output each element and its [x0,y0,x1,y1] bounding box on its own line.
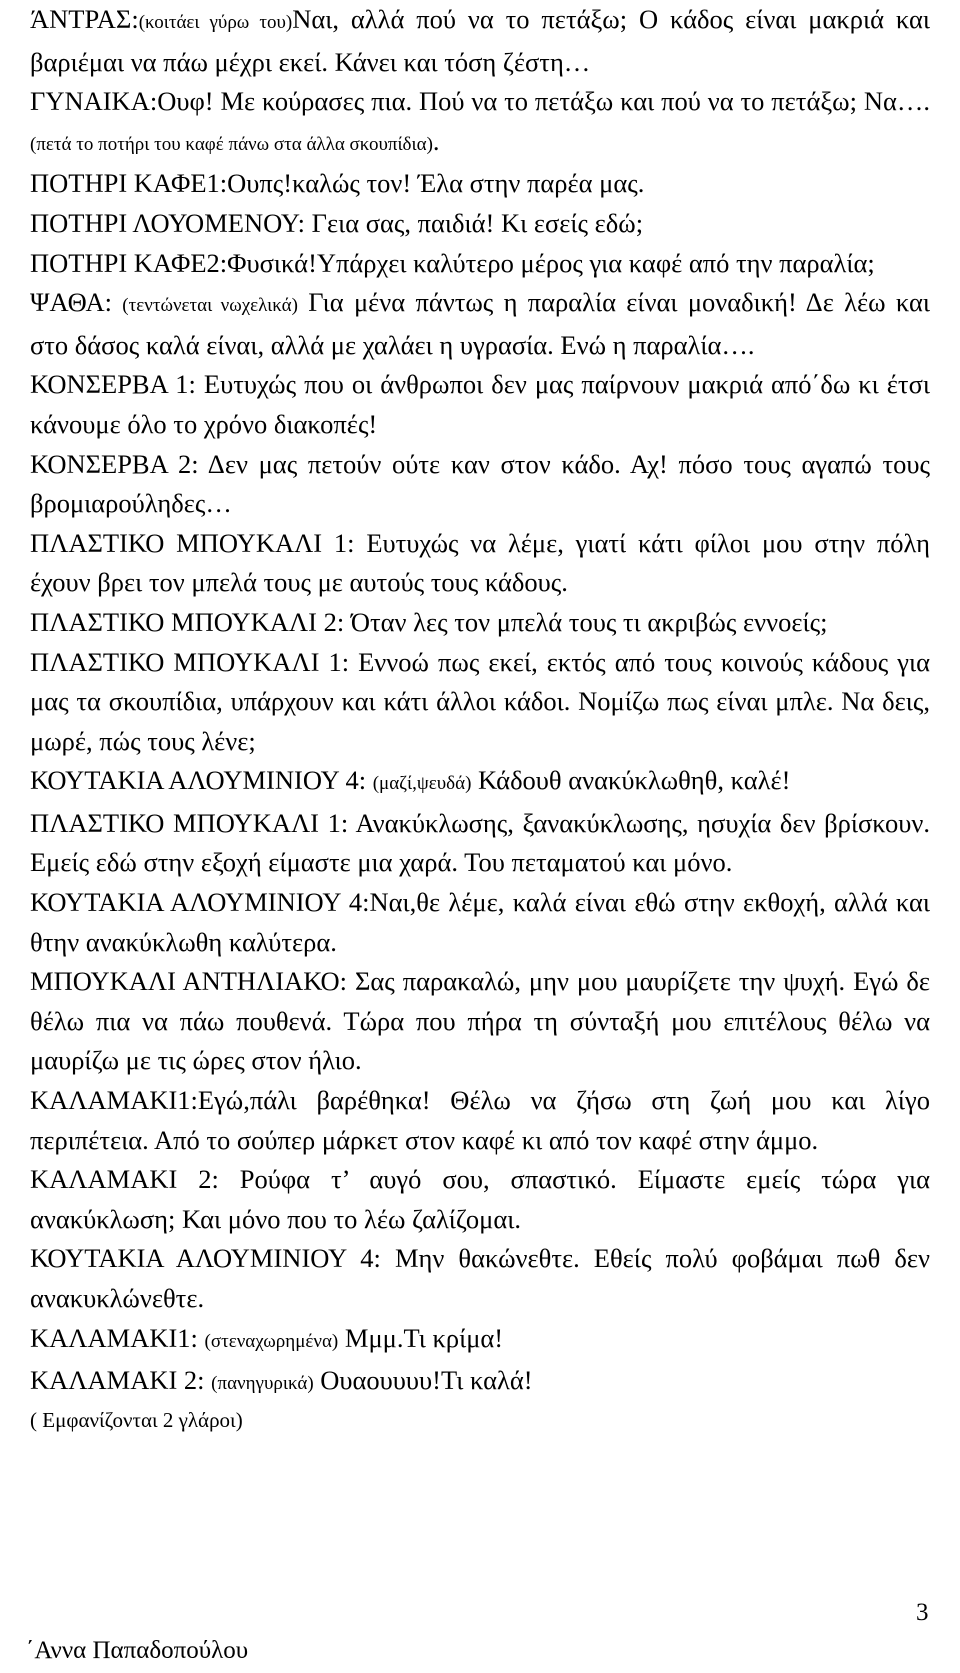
stage-note: (στεναχωρημένα) [204,1330,339,1352]
stage-note: (πετά το ποτήρι του καφέ πάνω στα άλλα σκουπίδια) [30,133,433,155]
dialogue-line [30,761,930,804]
dialogue-line [30,164,930,204]
author-footer: ΄Αννα Παπαδοπούλου [26,1637,249,1664]
speaker: ΚΟΥΤΑΚΙΑ ΑΛΟΥΜΙΝΙΟΥ 4: [30,1243,395,1274]
line-text: Για μένα πάντως η παραλία είναι μοναδική! Δε λέω και στο δάσος καλά είναι, αλλά με χαλάει η υγρασία. Ενώ η παραλία…. [30,287,930,360]
dialogue-line [30,524,930,603]
dialogue-line [30,1319,930,1362]
line-text: Ρούφα τ’ αυγό σου, σπαστικό. Είμαστε εμείς τώρα για ανακύκλωση; Και μόνο που το λέω ζαλίζομαι. [30,1164,930,1234]
dialogue-line [30,1239,930,1318]
dialogue-line [30,82,930,164]
line-text: Ουφ! Με κούρασες πια. Πού να το πετάξω και πού να το πετάξω; Να…. [157,86,930,117]
speaker: ΚΟΥΤΑΚΙΑ ΑΛΟΥΜΙΝΙΟΥ 4: [30,887,370,918]
dialogue-line [30,603,930,643]
line-text: Εννοώ πως εκεί, εκτός από τους κοινούς κάδους για μας τα σκουπίδια, υπάρχουν και κάτι άλλοι κάδοι. Νομίζω πως είναι μπλε. Να δεις, μωρέ, πώς τους λένε; [30,646,930,756]
line-text: Κάδουθ ανακύκλωθηθ, καλέ! [471,765,791,796]
dialogue-line [30,365,930,444]
speaker: ΚΑΛΑΜΑΚΙ1: [30,1322,205,1353]
line-text: Ανακύκλωσης, ξανακύκλωσης, ησυχία δεν βρίσκουν. Εμείς εδώ στην εξοχή είμαστε μια χαρά. Του πεταματού και μόνο. [30,807,931,878]
dialogue-line [30,244,930,284]
speaker: ΚΟΝΣΕΡΒΑ 2: [30,448,208,479]
stage-note: (πανηγυρικά) [211,1373,314,1395]
stage-note: (τεντώνεται νωχελικά) [122,295,298,317]
speaker: ΆΝΤΡΑΣ: [30,4,139,34]
line-text-end: . [432,125,440,156]
line-text: Σας παρακαλώ, μην μου μαυρίζετε την ψυχή. Εγώ δε θέλω πια να πάω πουθενά. Τώρα που πήρα τη σύνταξή μου επιτέλους θέλω να μαυρίζω με τις ώρες στον ήλιο. [30,966,930,1076]
dialogue-line [30,1081,930,1160]
speaker: ΠΟΤΗΡΙ ΛΟΥΟΜΕΝΟΥ: [30,207,312,238]
line-text: Φυσικά!Υπάρχει καλύτερο μέρος για καφέ από την παραλία; [227,247,875,278]
dialogue-line [30,204,930,244]
line-text: Ναι, αλλά πού να το πετάξω; Ο κάδος είναι μακριά και βαριέμαι να πάω μέχρι εκεί. Κάνει και τόση ζέστη… [30,4,931,77]
line-text: Μμμ.Τι κρίμα! [338,1322,504,1353]
line-text: Ουαουυυυ!Τι καλά! [313,1365,533,1396]
dialogue-line [30,962,930,1081]
speaker: ΚΑΛΑΜΑΚΙ 2: [30,1164,240,1195]
speaker: ΠΛΑΣΤΙΚΟ ΜΠΟΥΚΑΛΙ 1: [30,807,356,838]
line-text: Ναι,θε λέμε, καλά είναι εθώ στην εκθοχή, αλλά και θτην ανακύκλωθη καλύτερα. [30,887,930,957]
page-number: 3 [916,1599,929,1626]
line-text: Ευτυχώς που οι άνθρωποι δεν μας παίρνουν μακριά από΄δω κι έτσι κάνουμε όλο το χρόνο διακοπές! [30,369,930,439]
dialogue-line [30,883,930,962]
speaker: ΚΟΝΣΕΡΒΑ 1: [30,369,204,400]
speaker: ΠΛΑΣΤΙΚΟ ΜΠΟΥΚΑΛΙ 1: [30,527,367,558]
speaker: ΚΑΛΑΜΑΚΙ 2: [30,1365,212,1396]
script-text [30,0,930,1436]
speaker: ΚΟΥΤΑΚΙΑ ΑΛΟΥΜΙΝΙΟΥ 4: [30,765,373,796]
speaker: ΠΛΑΣΤΙΚΟ ΜΠΟΥΚΑΛΙ 1: [30,646,359,677]
line-text: Μην θακώνεθτε. Εθείς πολύ φοβάμαι πωθ δεν ανακυκλώνεθτε. [30,1243,930,1313]
dialogue-line [30,1361,930,1404]
line-text: Δεν μας πετούν ούτε καν στον κάδο. Αχ! πόσο τους αγαπώ τους βρομιαρούληδες… [30,448,930,519]
stage-note: (κοιτάει γύρω του) [138,12,293,33]
speaker: ΠΟΤΗΡΙ ΚΑΦΕ1: [30,168,228,199]
dialogue-line [30,804,930,883]
stage-direction: ( Εμφανίζονται 2 γλάροι) [30,1407,243,1432]
line-text: Γεια σας, παιδιά! Κι εσείς εδώ; [311,207,644,238]
dialogue-line [30,445,930,524]
line-text: Ευτυχώς να λέμε, γιατί κάτι φίλοι μου στην πόλη έχουν βρει τον μπελά τους με αυτούς τους κάδους. [30,527,930,598]
line-text: Εγώ,πάλι βαρέθηκα! Θέλω να ζήσω στη ζωή μου και λίγο περιπέτεια. Από το σούπερ μάρκετ στον καφέ κι από τον καφέ στην άμμο. [30,1085,930,1155]
speaker: ΠΟΤΗΡΙ ΚΑΦΕ2: [30,247,228,278]
dialogue-line [30,1160,930,1239]
speaker: ΜΠΟΥΚΑΛΙ ΑΝΤΗΛΙΑΚΟ: [30,966,355,997]
dialogue-line [30,283,930,365]
speaker: ΨΑΘΑ: [30,287,123,318]
speaker: ΓΥΝΑΙΚΑ: [30,86,158,117]
speaker: ΚΑΛΑΜΑΚΙ1: [30,1085,198,1116]
line-text: Όταν λες τον μπελά τους τι ακριβώς εννοείς; [350,606,828,637]
dialogue-line [30,0,930,82]
stage-note: (μαζί,ψευδά) [372,773,472,795]
speaker: ΠΛΑΣΤΙΚΟ ΜΠΟΥΚΑΛΙ 2: [30,606,351,637]
dialogue-line [30,643,930,762]
line-text: Ουπς!καλώς τον! Έλα στην παρέα μας. [227,168,645,199]
